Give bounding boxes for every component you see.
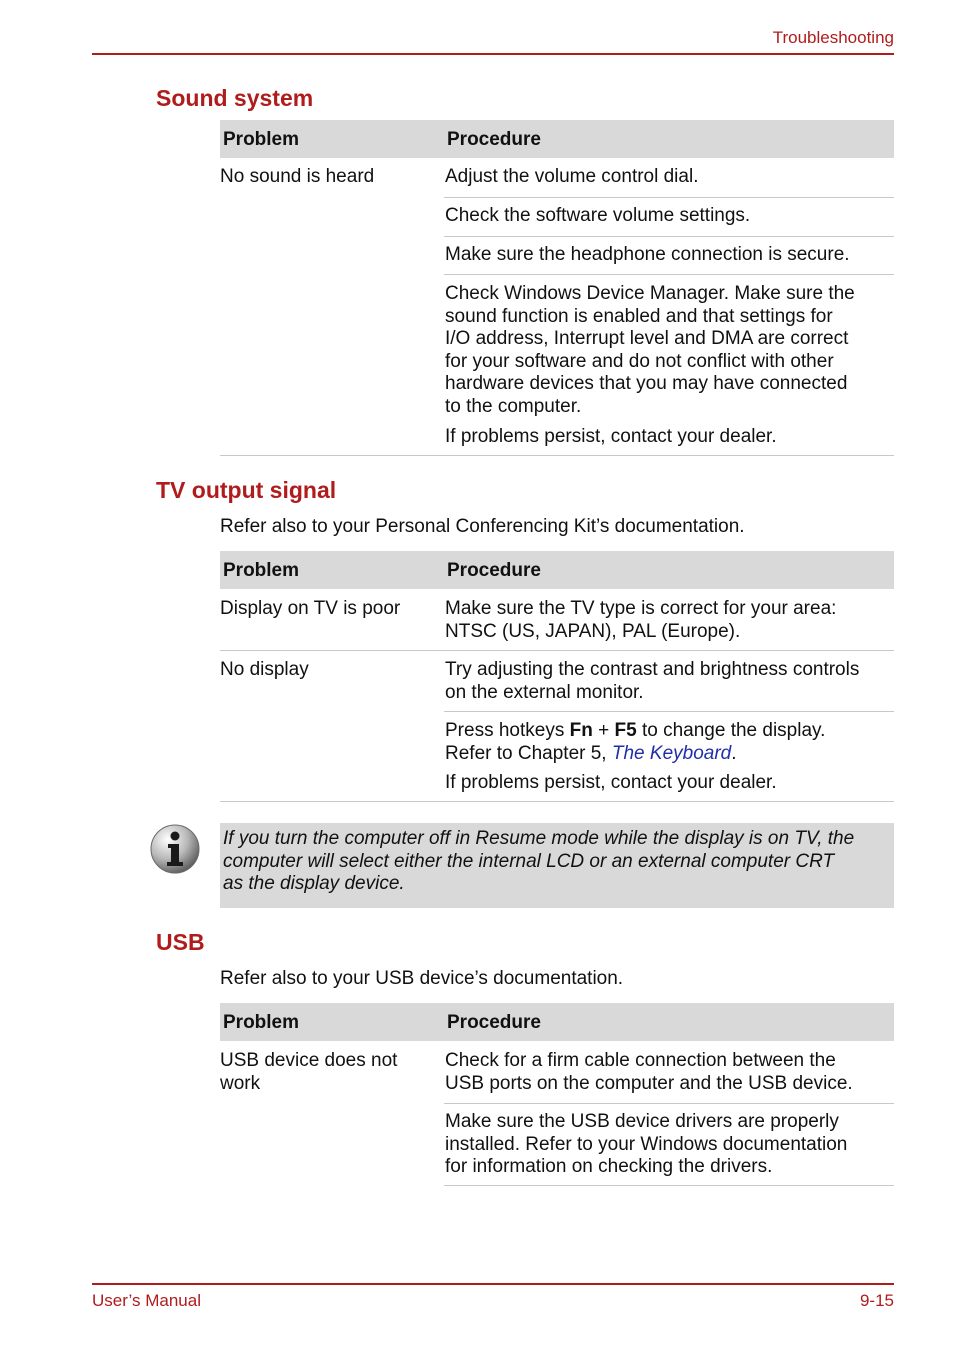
- text-line: USB ports on the computer and the USB device.: [445, 1072, 853, 1094]
- column-header-procedure: Procedure: [447, 1012, 541, 1033]
- text-line: hardware devices that you may have connected: [445, 373, 848, 395]
- table-bottom-rule: [444, 1185, 894, 1186]
- procedure-cell: Adjust the volume control dial.: [445, 166, 699, 187]
- table-header: [220, 1003, 894, 1041]
- text-line: [445, 720, 825, 743]
- section-heading-tv: TV output signal: [156, 477, 337, 503]
- text-line: USB device does not: [220, 1050, 398, 1071]
- row-divider: [444, 711, 894, 712]
- procedure-cell: [445, 283, 855, 419]
- keyboard-chapter-link[interactable]: The Keyboard: [611, 742, 732, 764]
- text-line: to the computer.: [445, 395, 582, 417]
- problem-cell: No sound is heard: [220, 166, 375, 187]
- text-line: Check for a firm cable connection between the: [445, 1050, 836, 1071]
- text-run: Refer to Chapter 5,: [445, 742, 612, 764]
- text-line: computer will select either the internal LCD or an external computer CRT: [223, 850, 835, 872]
- text-line: Make sure the USB device drivers are properly: [445, 1111, 839, 1132]
- text-line: If you turn the computer off in Resume mode while the display is on TV, the: [223, 828, 855, 849]
- text-line: Make sure the TV type is correct for your area:: [445, 598, 837, 619]
- text-line: installed. Refer to your Windows documentation: [445, 1133, 848, 1155]
- note-box: [220, 823, 894, 908]
- text-line: work: [220, 1072, 261, 1094]
- procedure-cell: [445, 1111, 847, 1179]
- note-text: [223, 828, 891, 896]
- page-number: 9-15: [859, 1291, 894, 1310]
- problem-cell: Display on TV is poor: [220, 598, 401, 619]
- text-line: NTSC (US, JAPAN), PAL (Europe).: [445, 620, 741, 642]
- column-header-problem: Problem: [223, 1012, 300, 1033]
- text-line: [445, 743, 825, 766]
- table-header: [220, 120, 894, 158]
- procedure-cell: [445, 1050, 853, 1095]
- procedure-cell: [445, 720, 825, 765]
- row-divider: [444, 197, 894, 198]
- footer-rule: [92, 1283, 894, 1285]
- header-rule: [92, 53, 894, 55]
- procedure-cell: If problems persist, contact your dealer.: [445, 426, 777, 447]
- procedure-cell: [445, 598, 836, 643]
- section-heading-usb: USB: [156, 929, 205, 955]
- text-line: as the display device.: [223, 873, 405, 895]
- text-run: to change the display.: [636, 720, 826, 741]
- row-divider: [220, 650, 894, 651]
- table-header: [220, 551, 894, 589]
- section-heading-sound: Sound system: [156, 85, 314, 111]
- row-divider: [444, 274, 894, 275]
- hotkey-fn: Fn: [569, 720, 593, 741]
- table-bottom-rule: [220, 801, 894, 802]
- section-intro: Refer also to your USB device’s documentation.: [220, 968, 624, 989]
- hotkey-f5: F5: [614, 720, 637, 741]
- procedure-cell: Check the software volume settings.: [445, 205, 751, 226]
- text-line: Check Windows Device Manager. Make sure the: [445, 283, 855, 304]
- text-line: for your software and do not conflict with other: [445, 350, 834, 372]
- row-divider: [444, 1103, 894, 1104]
- column-header-procedure: Procedure: [447, 129, 541, 150]
- text-line: on the external monitor.: [445, 681, 644, 703]
- procedure-cell: Make sure the headphone connection is secure.: [445, 244, 850, 265]
- table-bottom-rule: [220, 455, 894, 456]
- running-header: Troubleshooting: [772, 28, 894, 47]
- text-run: .: [731, 742, 737, 764]
- row-divider: [444, 236, 894, 237]
- text-line: for information on checking the drivers.: [445, 1156, 773, 1178]
- text-line: sound function is enabled and that settings for: [445, 305, 833, 327]
- text-run: Press hotkeys: [445, 720, 570, 741]
- footer-manual-title: User’s Manual: [92, 1291, 201, 1310]
- section-intro: Refer also to your Personal Conferencing Kit’s documentation.: [220, 516, 745, 537]
- text-run: +: [592, 720, 615, 741]
- problem-cell: [220, 1050, 397, 1095]
- info-icon: [150, 824, 202, 876]
- problem-cell: No display: [220, 659, 309, 680]
- procedure-cell: If problems persist, contact your dealer.: [445, 772, 777, 793]
- procedure-cell: [445, 659, 859, 704]
- column-header-procedure: Procedure: [447, 560, 541, 581]
- text-line: Try adjusting the contrast and brightness controls: [445, 659, 860, 680]
- column-header-problem: Problem: [223, 560, 300, 581]
- text-line: I/O address, Interrupt level and DMA are correct: [445, 328, 849, 350]
- column-header-problem: Problem: [223, 129, 300, 150]
